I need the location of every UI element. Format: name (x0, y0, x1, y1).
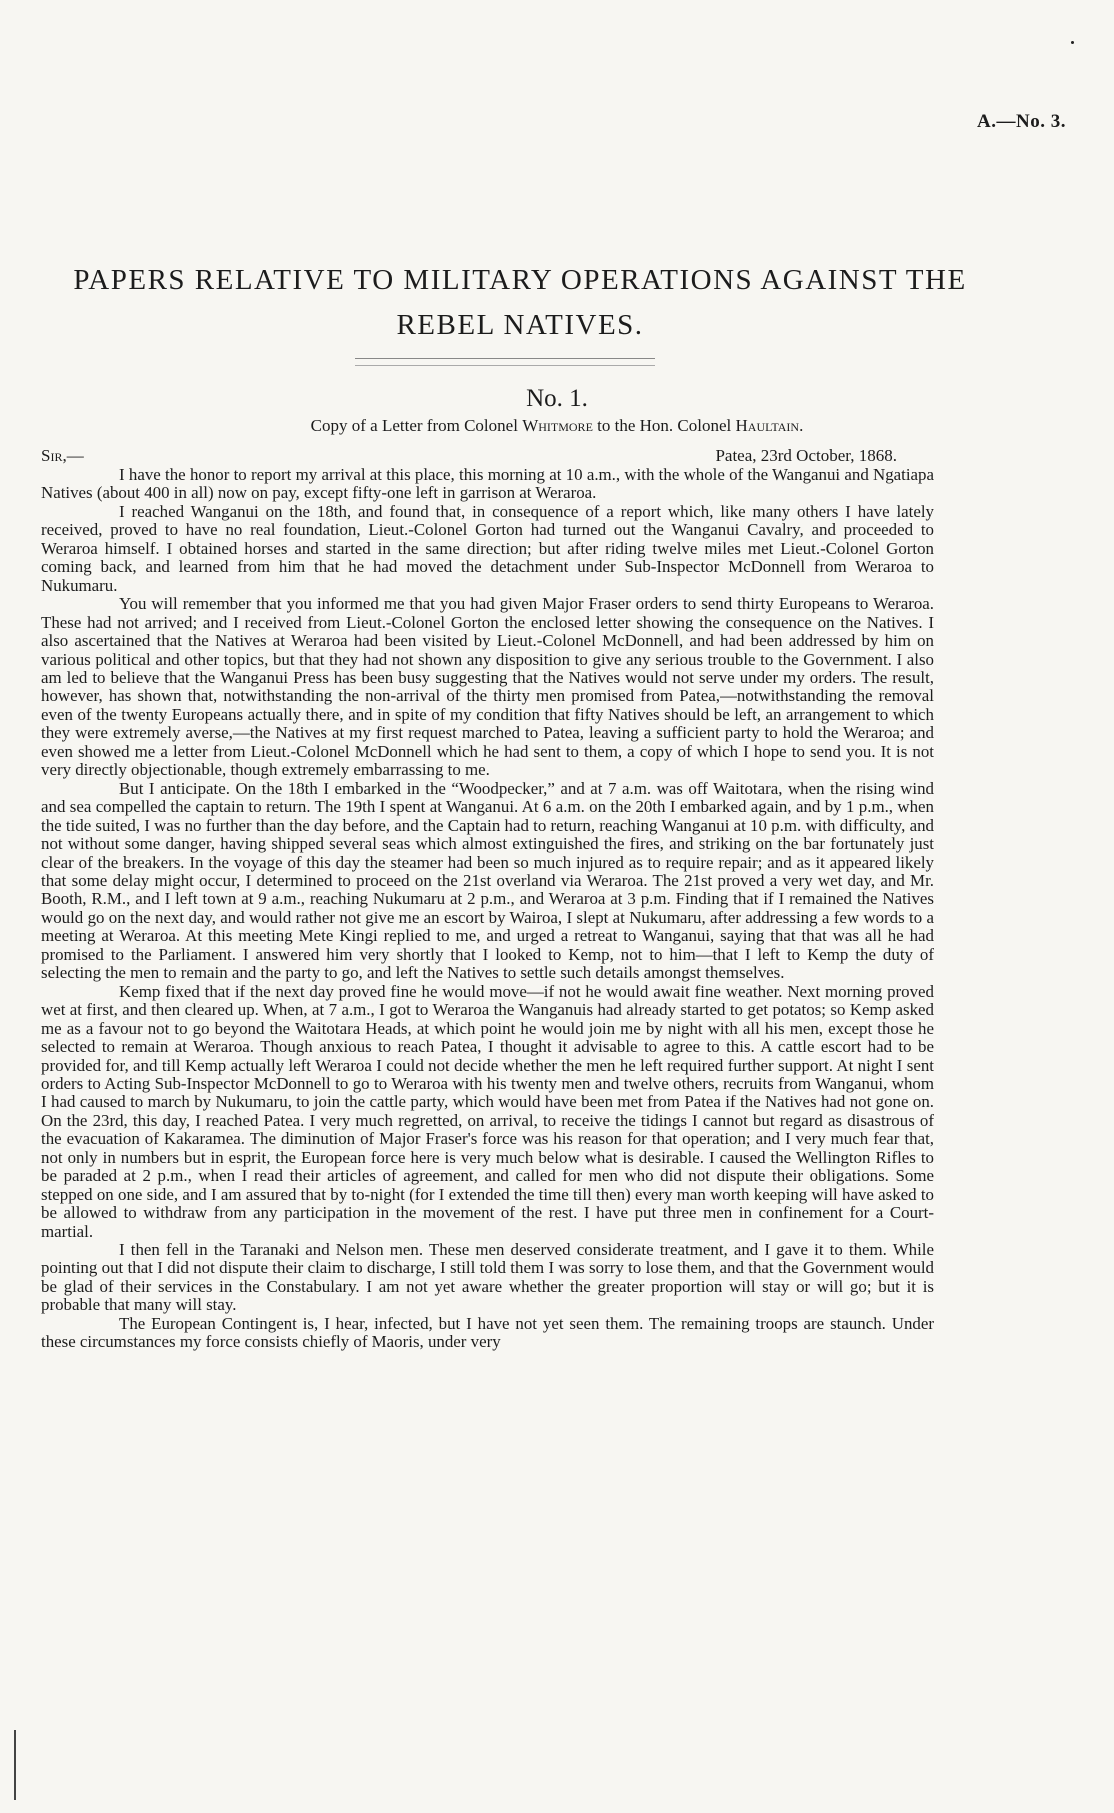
paragraph-7: The European Contingent is, I hear, infected, but I have not yet seen them. The remaining troops are staunch. Under these circumstances my force consists chiefly of Maoris, under very (41, 1313, 934, 1352)
title-line-1: PAPERS RELATIVE TO MILITARY OPERATIONS AGAINST THE (73, 264, 967, 296)
paragraph-6: I then fell in the Taranaki and Nelson men. These men deserved considerate treatment, and I gave it to them. While pointing out that I did not dispute their claim to discharge, I still told them I was sorry to lose them, and that the Government would be glad of their services in the Constabulary. I am not yet aware whether the greater proportion will stay or will go; but it is probable that many will stay. (41, 1240, 934, 1315)
paragraph-4: But I anticipate. On the 18th I embarked in the “Woodpecker,” and at 7 a.m. was off Waitotara, when the rising wind and sea compelled the captain to return. The 19th I spent at Wanganui. At 6 a.m. on the 20th I embarked again, and by 1 p.m., when the tide suited, I was no further than the day before, and the Captain had to return, reaching Wanganui at 10 p.m. with difficulty, and not without some danger, having shipped several seas which almost extinguished the fires, and striking on the bar fortunately just clear of the breakers. In the voyage of this day the steamer had been so much injured as to require repair; and as it appeared likely that some delay might occur, I determined to proceed on the 21st overland via Weraroa. The 21st proved a very wet day, and Mr. Booth, R.M., and I left town at 9 a.m., reaching Nukumaru at 2 p.m., and Weraroa at 3 p.m. Finding that if I remained the Natives would go on the next day, and would rather not give me an escort by Wairoa, I slept at Nukumaru, after addressing a few words to a meeting at Weraroa. At this meeting Mete Kingi replied to me, and urged a retreat to Wanganui, saying that that was all he had promised to the Parliament. I answered him very shortly that I looked to Kemp, not to him—that I left to Kemp the duty of selecting the men to remain and the party to go, and left the Natives to settle such details amongst themselves. (41, 778, 934, 983)
letter-caption (0, 416, 1114, 436)
caption-suffix: . (799, 416, 804, 435)
title-divider (355, 358, 655, 366)
caption-prefix: Copy of a Letter from Colonel (310, 416, 523, 435)
place-and-date: Patea, 23rd October, 1868. (715, 446, 897, 465)
paragraph-3: You will remember that you informed me that you had given Major Fraser orders to send thirty Europeans to Weraroa. These had not arrived; and I received from Lieut.-Colonel Gorton the enclosed letter showing the consequence on the Natives. I also ascertained that the Natives at Weraroa had been visited by Lieut.-Colonel McDonnell, and had been addressed by him on various political and other topics, but that they had not shown any disposition to give any serious trouble to the Government. I also am led to believe that the Wanganui Press has been busy suggesting that the Natives would not serve under my orders. The result, however, has shown that, notwithstanding the non-arrival of the thirty men promised from Patea,—notwithstanding the removal even of the twenty Europeans actually there, and in spite of my condition that fifty Natives should be left, an arrangement to which they were extremely averse,—the Natives at my first request marched to Patea, leaving a sufficient party to hold the Weraroa; and even showed me a letter from Lieut.-Colonel McDonnell which he had sent to them, a copy of which I hope to send you. It is not very directly objectionable, though extremely embarrassing to me. (41, 594, 934, 780)
paragraph-1: I have the honor to report my arrival at this place, this morning at 10 a.m., with the whole of the Wanganui and Ngatiapa Natives (about 400 in all) now on pay, except fifty-one left in garrison at Weraroa. (41, 465, 934, 503)
title-line-2: REBEL NATIVES. (396, 309, 644, 341)
paragraph-2: I reached Wanganui on the 18th, and found that, in consequence of a report which, like many others I have lately received, proved to have no real foundation, Lieut.-Colonel Gorton had turned out the Wanganui Cavalry, and proceeded to Weraroa himself. I obtained horses and started in the same direction; but after riding twelve miles met Lieut.-Colonel Gorton coming back, and learned from him that he had moved the detachment under Sub-Inspector McDonnell from Weraroa to Nukumaru. (41, 501, 934, 595)
salutation: Sir,— (41, 446, 84, 465)
speck-mark (1071, 41, 1074, 44)
letter-body (41, 466, 934, 1352)
page-title (70, 258, 970, 348)
document-reference: A.—No. 3. (977, 111, 1066, 132)
document-number: No. 1. (526, 385, 588, 412)
binding-mark (14, 1730, 16, 1800)
caption-recipient: Haultain (735, 416, 800, 435)
caption-sender: Whitmore (522, 416, 593, 435)
paragraph-5: Kemp fixed that if the next day proved fine he would move—if not he would await fine weather. Next morning proved wet at first, and then cleared up. When, at 7 a.m., I got to Weraroa the Wanganuis had already started to get potatos; so Kemp asked me as a favour not to go beyond the Waitotara Heads, at which point he would join me by night with all his men, except those he selected to remain at Weraroa. Though anxious to reach Patea, I thought it advisable to agree to this. A cattle escort had to be provided for, and till Kemp actually left Weraroa I could not decide whether the men he left required further support. At night I sent orders to Acting Sub-Inspector McDonnell to go to Weraroa with his twenty men and twelve others, recruits from Wanganui, whom I had caused to march by Nukumaru, to join the cattle party, which would have been met from Patea if the Natives had not gone on. On the 23rd, this day, I reached Patea. I very much regretted, on arrival, to receive the tidings I cannot but regard as disastrous of the evacuation of Kakaramea. The diminution of Major Fraser's force was his reason for that operation; and I very much fear that, not only in numbers but in esprit, the European force here is very much below what is desirable. I caused the Wellington Rifles to be paraded at 2 p.m., when I read their articles of agreement, and called for men who did not dispute their obligations. Some stepped on one side, and I am assured that by to-night (for I extended the time till then) every man worth keeping will have asked to be allowed to withdraw from any participation in the movement of the rest. I have put three men in confinement for a Court-martial. (41, 981, 934, 1241)
caption-middle: to the Hon. Colonel (592, 416, 736, 435)
